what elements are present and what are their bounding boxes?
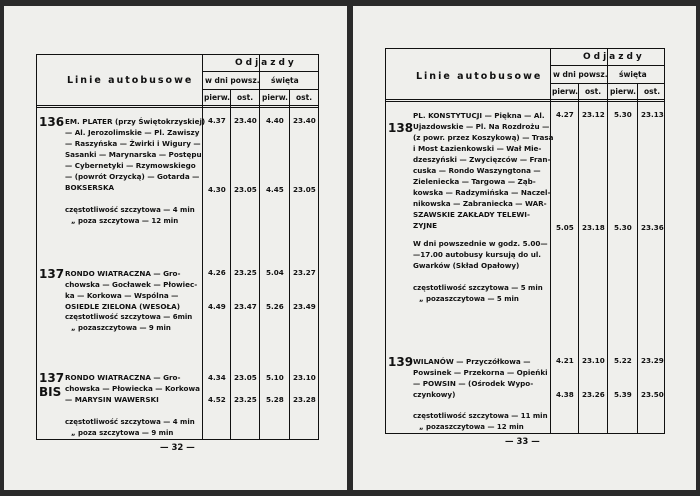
route-frequency: „ pozaszczytowa — 5 min — [419, 295, 519, 303]
route-stop-line: nikowska — Zabraniecka — WAR- — [413, 199, 547, 208]
header-ost-1: ost. — [585, 87, 602, 96]
route-stop-line: — (powrót Orzycką) — Gotarda — — [65, 172, 200, 181]
route-note: —17.00 autobusy kursują do ul. — [413, 250, 542, 259]
time-cell: 23.25 — [234, 395, 257, 404]
route-number: 137 — [39, 371, 65, 385]
header-w-dni-powsz: w dni powsz. — [553, 70, 608, 79]
route-stop-line: kowska — Radzymińska — Naczel- — [413, 188, 551, 197]
route-frequency: „ poza szczytowa — 12 min — [71, 217, 179, 225]
route-frequency: częstotliwość szczytowa — 5 min — [413, 284, 543, 292]
header-ost-2: ost. — [644, 87, 661, 96]
route-note: Gwarków (Skład Opałowy) — [413, 261, 520, 270]
time-cell: 23.40 — [234, 116, 257, 125]
route-frequency: częstotliwość szczytowa — 6min — [65, 313, 193, 321]
header-odjazdy: Odjazdy — [583, 52, 645, 62]
time-cell: 5.30 — [614, 110, 632, 119]
route-stop-line: dzeszyński — Zwycięzców — Fran- — [413, 155, 551, 164]
time-cell: 5.05 — [556, 223, 574, 232]
page-33 — [353, 6, 696, 490]
route-stop-line: SZAWSKIE ZAKŁADY TELEWI- — [413, 210, 530, 219]
route-number: 137 — [39, 267, 65, 281]
header-ost-2: ost. — [296, 93, 313, 102]
time-cell: 23.05 — [234, 185, 257, 194]
route-number: 136 — [39, 115, 65, 129]
route-number: 139 — [388, 355, 414, 369]
time-cell: 4.38 — [556, 390, 574, 399]
header-swieta: święta — [619, 70, 647, 79]
time-cell: 23.12 — [582, 110, 605, 119]
header-linie: Linie autobusowe — [416, 71, 543, 82]
route-frequency: częstotliwość szczytowa — 11 min — [413, 412, 548, 420]
route-frequency: częstotliwość szczytowa — 4 min — [65, 418, 195, 426]
route-stop-line: cuska — Rondo Waszyngtona — — [413, 166, 541, 175]
time-cell: 4.37 — [208, 116, 226, 125]
header-ost-1: ost. — [237, 93, 254, 102]
route-stop-line: OSIEDLE ZIELONA (WESOŁA) — [65, 302, 181, 311]
page-number: — 33 — — [505, 437, 540, 447]
route-number-suffix: BIS — [39, 385, 62, 399]
time-cell: 5.22 — [614, 356, 632, 365]
route-note: W dni powszednie w godz. 5.00— — [413, 239, 548, 248]
time-cell: 23.25 — [234, 268, 257, 277]
route-stop-line: chowska — Płowiecka — Korkowa — [65, 384, 200, 393]
time-cell: 23.50 — [641, 390, 664, 399]
timetable-left — [36, 54, 319, 440]
route-stop-line: i Most Łazienkowski — Wał Mie- — [413, 144, 542, 153]
header-swieta: święta — [271, 76, 299, 85]
time-cell: 23.05 — [234, 373, 257, 382]
header-linie: Linie autobusowe — [67, 75, 194, 86]
route-stop-line: Ujazdowskie — Pl. Na Rozdrożu — — [413, 122, 550, 131]
route-stop-line: PL. KONSTYTUCJI — Piękna — Al. — [413, 111, 545, 120]
time-cell: 4.40 — [266, 116, 284, 125]
time-cell: 23.36 — [641, 223, 664, 232]
route-stop-line: WILANÓW — Przyczółkowa — — [413, 357, 531, 366]
route-stop-line: czynkowy) — [413, 390, 456, 399]
timetable-right — [385, 48, 665, 434]
route-stop-line: — Cybernetyki — Rzymowskiego — [65, 161, 196, 170]
header-odjazdy: Odjazdy — [235, 58, 297, 68]
time-cell: 23.10 — [582, 356, 605, 365]
route-stop-line: RONDO WIATRACZNA — Gro- — [65, 269, 181, 278]
time-cell: 23.18 — [582, 223, 605, 232]
time-cell: 23.40 — [293, 116, 316, 125]
header-pierw-2: pierw. — [262, 93, 289, 102]
time-cell: 4.30 — [208, 185, 226, 194]
route-frequency: „ poza szczytowa — 9 min — [71, 429, 174, 437]
header-pierw-1: pierw. — [204, 93, 231, 102]
time-cell: 4.52 — [208, 395, 226, 404]
route-frequency: „ pozaszczytowa — 12 min — [419, 423, 524, 431]
route-number: 138 — [388, 121, 414, 135]
route-stop-line: — Al. Jerozolimskie — Pl. Zawiszy — [65, 128, 200, 137]
header-pierw-1: pierw. — [552, 87, 579, 96]
time-cell: 4.34 — [208, 373, 226, 382]
route-frequency: częstotliwość szczytowa — 4 min — [65, 206, 195, 214]
time-cell: 4.21 — [556, 356, 574, 365]
time-cell: 4.27 — [556, 110, 574, 119]
route-frequency: „ pozaszczytowa — 9 min — [71, 324, 171, 332]
page-number: — 32 — — [160, 443, 195, 453]
time-cell: 23.26 — [582, 390, 605, 399]
time-cell: 23.05 — [293, 185, 316, 194]
time-cell: 23.47 — [234, 302, 257, 311]
route-stop-line: Zieleniecka — Targowa — Ząb- — [413, 177, 536, 186]
route-stop-line: chowska — Gocławek — Płowiec- — [65, 280, 198, 289]
route-stop-line: Powsinek — Przekorna — Opieńki — [413, 368, 548, 377]
time-cell: 4.26 — [208, 268, 226, 277]
time-cell: 23.27 — [293, 268, 316, 277]
time-cell: 5.39 — [614, 390, 632, 399]
route-stop-line: RONDO WIATRACZNA — Gro- — [65, 373, 181, 382]
route-stop-line: BOKSERSKA — [65, 183, 115, 192]
time-cell: 4.45 — [266, 185, 284, 194]
time-cell: 23.49 — [293, 302, 316, 311]
route-stop-line: EM. PLATER (przy Świętokrzyskiej) — [65, 117, 206, 126]
time-cell: 5.30 — [614, 223, 632, 232]
time-cell: 5.28 — [266, 395, 284, 404]
route-stop-line: (z powr. przez Koszykową) — Trasa — [413, 133, 554, 142]
time-cell: 23.28 — [293, 395, 316, 404]
time-cell: 5.04 — [266, 268, 284, 277]
route-stop-line: — POWSIN — (Ośrodek Wypo- — [413, 379, 534, 388]
route-stop-line: ka — Korkowa — Wspólna — — [65, 291, 179, 300]
time-cell: 23.29 — [641, 356, 664, 365]
time-cell: 5.10 — [266, 373, 284, 382]
time-cell: 4.49 — [208, 302, 226, 311]
header-pierw-2: pierw. — [610, 87, 637, 96]
route-stop-line: Sasanki — Marynarska — Postępu — [65, 150, 202, 159]
header-w-dni-powsz: w dni powsz. — [205, 76, 260, 85]
route-stop-line: — MARYSIN WAWERSKI — [65, 395, 159, 404]
route-stop-line: — Raszyńska — Żwirki i Wigury — — [65, 139, 201, 148]
time-cell: 23.13 — [641, 110, 664, 119]
page-32 — [4, 6, 347, 490]
route-stop-line: ZYJNE — [413, 221, 438, 230]
time-cell: 23.10 — [293, 373, 316, 382]
time-cell: 5.26 — [266, 302, 284, 311]
